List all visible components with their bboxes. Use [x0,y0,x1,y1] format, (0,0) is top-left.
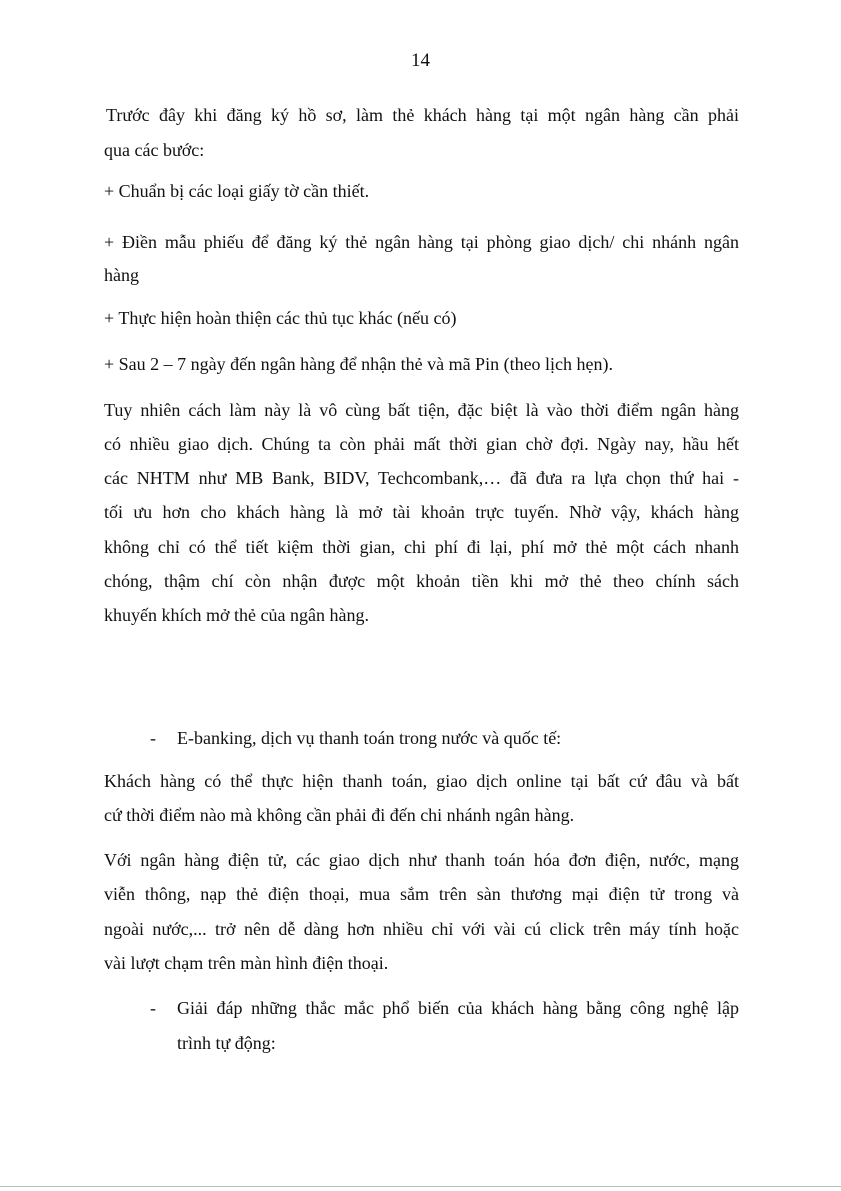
heading-text: E-banking, dịch vụ thanh toán trong nước và quốc tế: [177,728,562,748]
text-line: Khách hàng có thể thực hiện thanh toán, giao dịch online tại bất cứ đâu và bất [104,771,739,791]
text-line: khuyến khích mở thẻ của ngân hàng. [104,605,369,625]
text-line: ngoài nước,... trở nên dễ dàng hơn nhiều chỉ với vài cú click trên máy tính hoặc [104,919,739,939]
text-line: các NHTM như MB Bank, BIDV, Techcombank,… đã đưa ra lựa chọn thứ hai - [104,468,739,488]
text-line: Trước đây khi đăng ký hồ sơ, làm thẻ khách hàng tại một ngân hàng cần phải [106,105,739,125]
text-line: Với ngân hàng điện tử, các giao dịch như thanh toán hóa đơn điện, nước, mạng [104,850,739,870]
text-line: chóng, thậm chí còn nhận được một khoản tiền khi mở thẻ theo chính sách [104,571,739,591]
heading-text: trình tự động: [177,1033,276,1053]
text-line: tối ưu hơn cho khách hàng là mở tài khoản trực tuyến. Nhờ vậy, khách hàng [104,502,739,522]
text-line: có nhiều giao dịch. Chúng ta còn phải mất thời gian chờ đợi. Ngày nay, hầu hết [104,434,739,454]
bullet-dash: - [150,728,156,748]
text-line: cứ thời điểm nào mà không cần phải đi đến chi nhánh ngân hàng. [104,805,575,825]
text-line: viễn thông, nạp thẻ điện thoại, mua sắm trên sàn thương mại điện tử trong và [104,884,739,904]
page-number: 14 [411,50,430,71]
list-item: + Chuẩn bị các loại giấy tờ cần thiết. [104,181,370,201]
list-item: hàng [104,265,139,285]
page-bottom-rule [0,1186,841,1187]
bullet-dash: - [150,998,156,1018]
list-item: + Sau 2 – 7 ngày đến ngân hàng để nhận thẻ và mã Pin (theo lịch hẹn). [104,354,614,374]
text-line: vài lượt chạm trên màn hình điện thoại. [104,953,389,973]
list-item: + Thực hiện hoàn thiện các thủ tục khác (nếu có) [104,308,457,328]
list-item: + Điền mẫu phiếu để đăng ký thẻ ngân hàng tại phòng giao dịch/ chi nhánh ngân [104,232,739,252]
heading-text: Giải đáp những thắc mắc phổ biến của khách hàng bằng công nghệ lập [177,998,739,1018]
text-line: qua các bước: [104,140,205,160]
text-line: không chỉ có thể tiết kiệm thời gian, chi phí đi lại, phí mở thẻ một cách nhanh [104,537,739,557]
text-line: Tuy nhiên cách làm này là vô cùng bất tiện, đặc biệt là vào thời điểm ngân hàng [104,400,739,420]
